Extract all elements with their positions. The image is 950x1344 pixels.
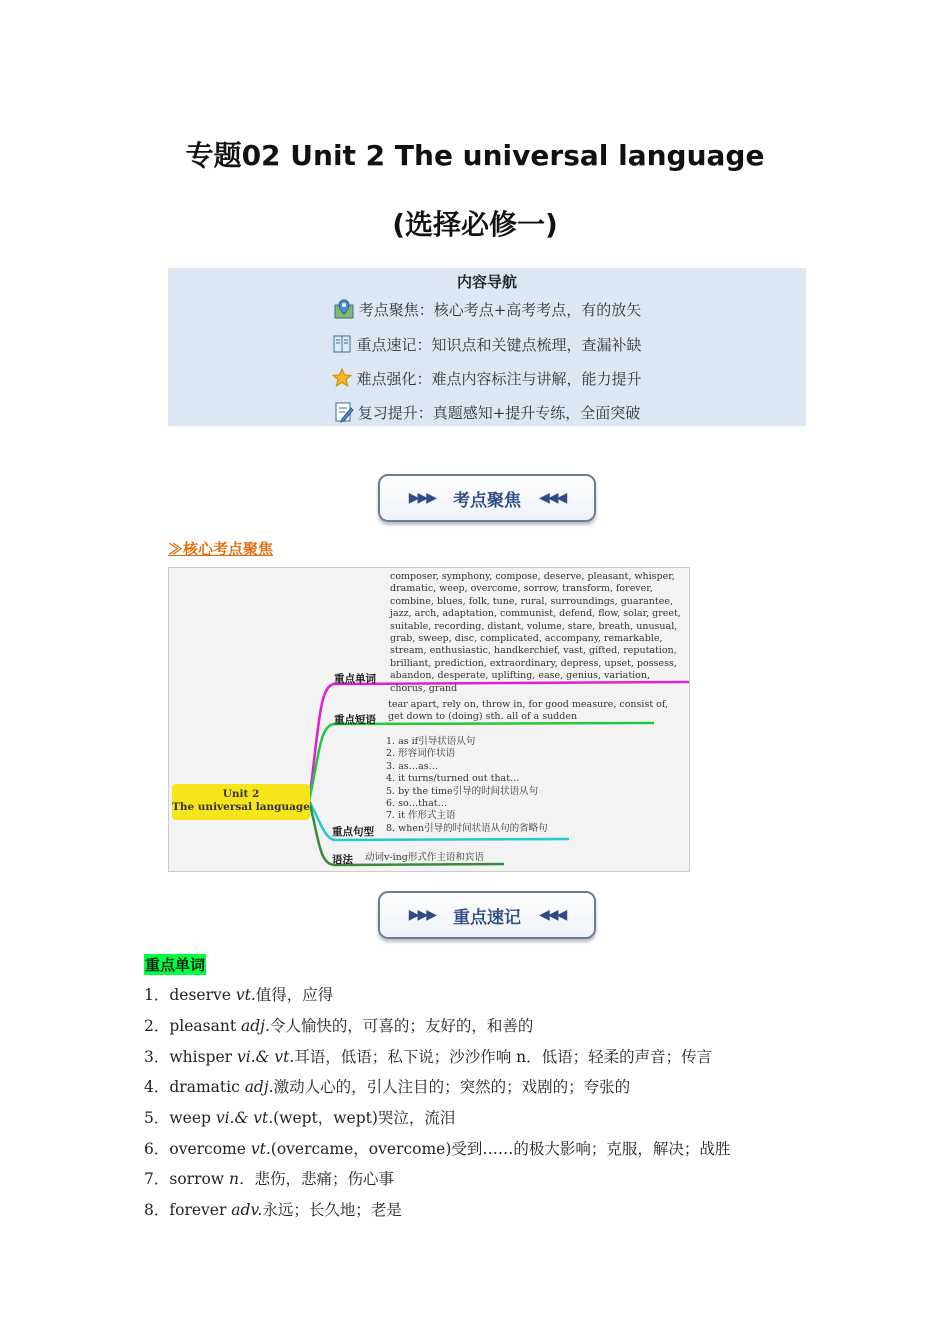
page-subtitle: (选择必修一)	[392, 208, 558, 241]
vocab-heading: 重点单词	[145, 956, 206, 974]
vocab-word: deserve	[169, 986, 236, 1004]
left-arrows-icon: ◀◀◀	[539, 490, 566, 506]
nav-row-notes	[168, 334, 806, 358]
vocab-word: whisper	[169, 1048, 237, 1066]
nav-row-text: 复习提升：真题感知+提升专练，全面突破	[357, 404, 641, 422]
vocab-def: (overcame，overcome)受到……的极大影响；克服，解决；战胜	[270, 1140, 731, 1158]
vocab-word: sorrow	[169, 1170, 230, 1188]
vocab-pos: vt.	[250, 1140, 271, 1158]
right-arrows-icon: ▶▶▶	[408, 907, 435, 923]
banner-label: 重点速记	[453, 907, 521, 928]
vocab-pos: adj.	[241, 1017, 270, 1035]
left-arrows-icon: ◀◀◀	[539, 907, 566, 923]
phrases-line1: tear apart, rely on, throw in, for good measure, consist of,	[388, 699, 669, 710]
vocab-item	[144, 1106, 455, 1128]
nav-row-text: 考点聚焦：核心考点+高考考点，有的放矢	[358, 301, 642, 319]
vocab-item	[144, 1075, 630, 1097]
grammar-text: 动词v-ing形式作主语和宾语	[365, 852, 484, 863]
vocab-def: 耳语，低语；私下说；沙沙作响 n．低语；轻柔的声音；传言	[294, 1048, 713, 1066]
nav-row-text: 重点速记：知识点和关键点梳理，查漏补缺	[356, 336, 642, 354]
vocab-word: forever	[169, 1201, 232, 1219]
vocab-pos: adj.	[244, 1078, 274, 1096]
book-icon	[332, 334, 352, 358]
sentence-item: 5. by the time引导的时间状语从句	[386, 785, 539, 797]
words-label: 重点单词	[334, 673, 376, 685]
map-pin-icon	[333, 298, 355, 324]
sentence-item: 4. it turns/turned out that…	[386, 773, 520, 785]
section-banner-focus	[378, 474, 596, 522]
nav-row-focus	[168, 298, 806, 324]
banner-label: 考点聚焦	[453, 490, 521, 511]
vocab-word: weep	[169, 1109, 216, 1127]
nav-row-review	[168, 401, 806, 427]
vocab-num: 2．	[144, 1017, 170, 1035]
sentences-label: 重点句型	[332, 826, 374, 838]
grammar-label: 语法	[332, 854, 353, 866]
sentence-item: 3. as…as…	[386, 760, 439, 772]
center-line2: The universal language	[172, 801, 310, 813]
vocab-item	[144, 1137, 730, 1159]
edit-icon	[334, 401, 354, 427]
vocab-word: overcome	[169, 1140, 251, 1158]
core-points-link[interactable]: ≫核心考点聚焦	[168, 540, 274, 558]
vocab-def: 激动人心的，引人注目的；突然的；戏剧的；夸张的	[273, 1078, 631, 1096]
center-line1: Unit 2	[222, 788, 260, 800]
nav-heading: 内容导航	[456, 273, 517, 291]
vocab-item	[144, 1045, 712, 1067]
vocab-def: 悲伤，悲痛；伤心事	[254, 1170, 395, 1188]
vocab-pos: vi.& vt.	[236, 1048, 295, 1066]
vocab-def: (wept，wept)哭泣，流泪	[273, 1109, 456, 1127]
sentence-item: 7. it 作形式主语	[386, 810, 456, 822]
sentence-item: 6. so…that…	[386, 798, 448, 810]
vocab-num: 5．	[144, 1109, 170, 1127]
star-icon	[332, 368, 352, 392]
vocab-num: 6．	[144, 1140, 170, 1158]
mind-map-center	[172, 784, 310, 820]
vocab-pos: n．	[229, 1170, 255, 1188]
right-arrows-icon: ▶▶▶	[408, 490, 435, 506]
nav-row-difficulty	[168, 368, 806, 392]
vocab-pos: vi.& vt.	[215, 1109, 274, 1127]
nav-row-text: 难点强化：难点内容标注与讲解，能力提升	[356, 370, 642, 388]
vocab-pos: vt.	[235, 986, 256, 1004]
phrases-label: 重点短语	[334, 714, 376, 726]
vocab-num: 1．	[144, 986, 170, 1004]
vocab-num: 8．	[144, 1201, 170, 1219]
sentence-item: 1. as if引导状语从句	[386, 736, 476, 747]
section-banner-notes	[378, 891, 596, 939]
vocab-item	[144, 1014, 533, 1036]
vocab-def: 令人愉快的，可喜的；友好的，和善的	[269, 1017, 534, 1035]
vocab-pos: adv.	[231, 1201, 263, 1219]
sentences-list	[386, 736, 686, 835]
words-list: composer, symphony, compose, deserve, pleasant, whisper, dramatic, weep, overcome, sorrow, transform, forever, combine, blues, folk, tune, rural, surroundings, guarantee, jazz, arch, adaptation, communist, defend, flow, solar, greet, suitable, recording, distant, volume, stare, breath, unusual, grab, sweep, disc, complicated, accompany, remarkable, stream, enthusiastic, handkerchief, vast, gifted, reputation, brilliant, prediction, extraordinary, depress, upset, possess, abandon, desperate, uplifting, ease, genius, variation, chorus, grand	[390, 571, 681, 694]
page-title: 专题02 Unit 2 The universal language	[185, 139, 765, 172]
phrases-line2: get down to (doing) sth. all of a sudden	[388, 711, 578, 722]
sentence-item: 8. when引导的时间状语从句的省略句	[386, 822, 548, 834]
vocab-def: 值得，应得	[255, 986, 334, 1004]
vocab-item	[144, 1198, 402, 1220]
vocab-num: 3．	[144, 1048, 170, 1066]
vocab-word: pleasant	[169, 1017, 242, 1035]
vocab-item	[144, 983, 333, 1005]
content-navigation-box	[168, 268, 806, 426]
vocab-def: 永远；长久地；老是	[262, 1201, 402, 1219]
vocab-num: 7．	[144, 1170, 170, 1188]
vocab-num: 4．	[144, 1078, 170, 1096]
sentence-item: 2. 形容词作状语	[386, 748, 456, 760]
vocab-word: dramatic	[169, 1078, 245, 1096]
vocab-item	[144, 1167, 394, 1189]
mind-map	[168, 567, 690, 872]
